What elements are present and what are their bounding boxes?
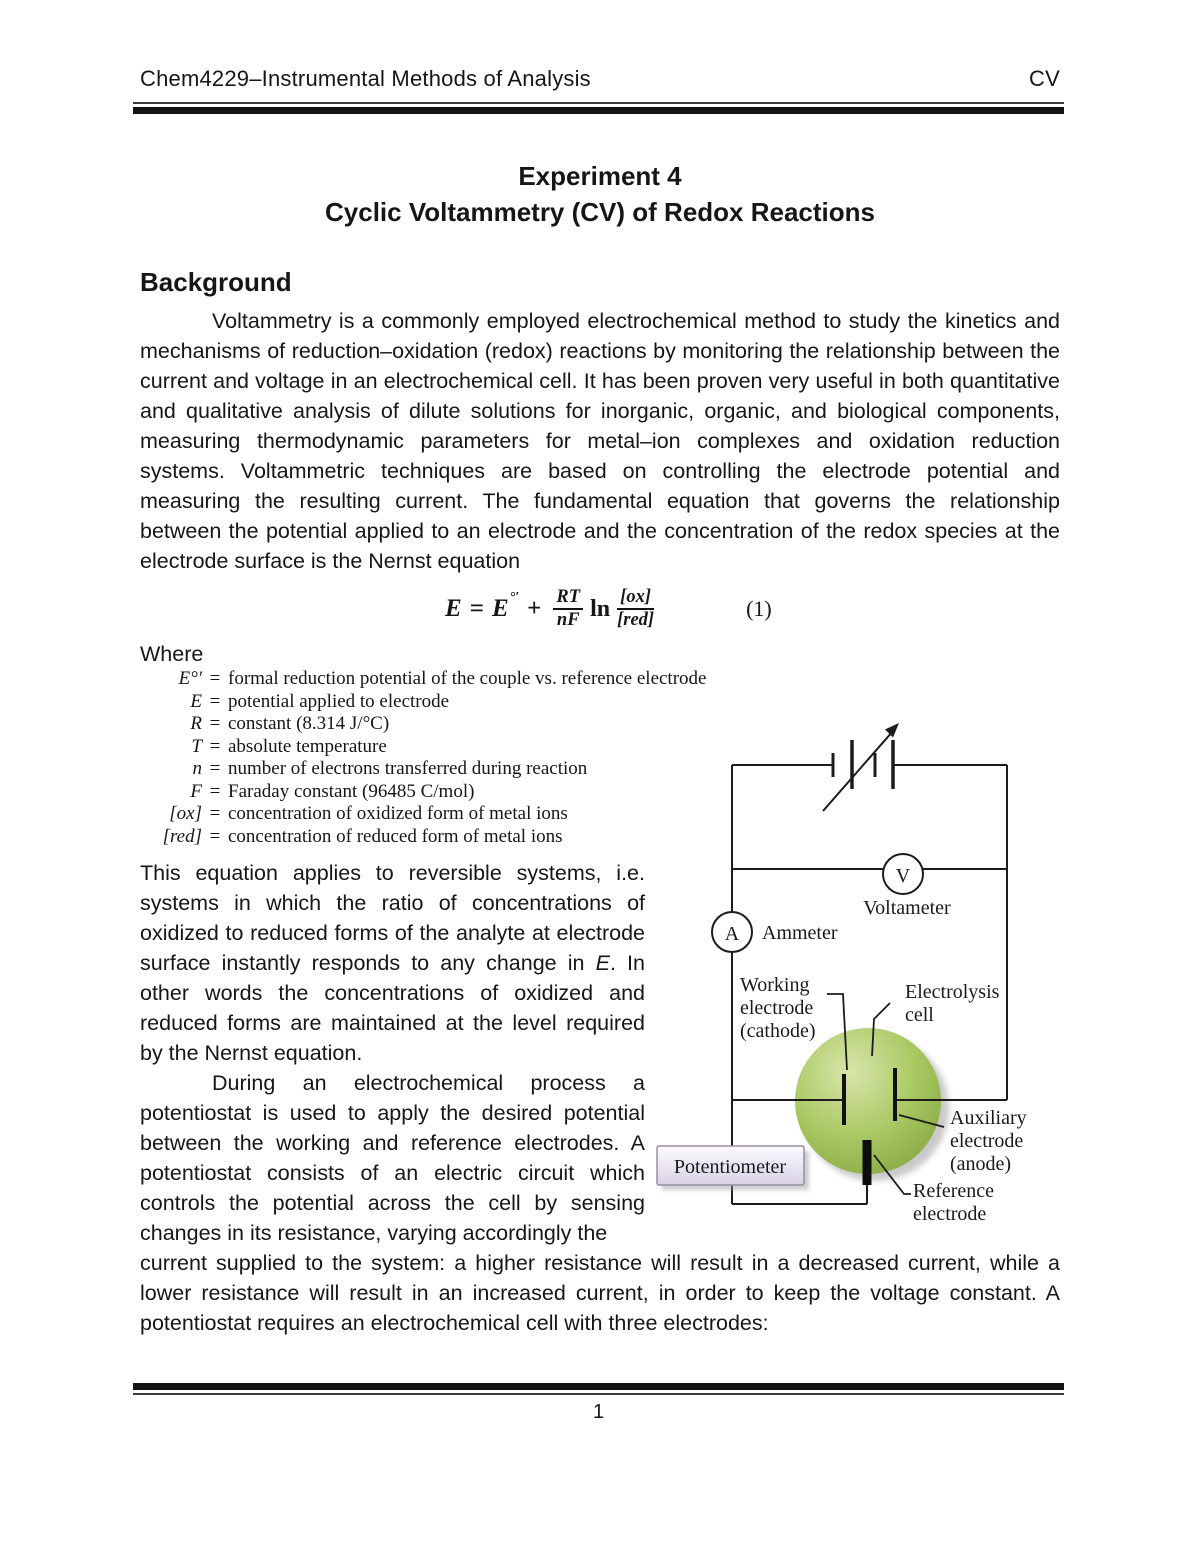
definition-equals: = [209, 690, 221, 712]
where-label: Where [140, 642, 204, 666]
definition-equals: = [209, 713, 221, 734]
experiment-subtitle: Cyclic Voltammetry (CV) of Redox Reactions [325, 197, 875, 227]
header-rule-thick [133, 107, 1064, 114]
auxiliary-electrode-label [950, 1107, 1027, 1175]
header-rule-thin [133, 102, 1064, 104]
ammeter-symbol: A [724, 923, 740, 945]
paragraph-potentiostat-full: current supplied to the system: a higher resistance will result in a decreased current, while a lower resistance will result in an increased current, in order to keep the voltage constant. A potentiostat requires an electrochemical cell with three electrodes: [140, 1251, 1060, 1335]
definition-meaning: formal reduction potential of the couple vs. reference electrode [228, 668, 707, 689]
header-right-label: CV [1029, 66, 1060, 91]
definition-symbol: [red] [162, 825, 202, 847]
eq-equals: = [469, 595, 484, 622]
definition-symbol: T [191, 735, 202, 757]
ammeter-label: Ammeter [762, 922, 838, 944]
paragraph-text: . In other words the concentrations of oxidized and reduced forms are maintained at the level required by the Nernst equation. [140, 951, 645, 1065]
reference-electrode-label-line: Reference [913, 1180, 995, 1202]
definition-equals: = [209, 780, 221, 802]
eq-plus: + [527, 595, 542, 622]
definition-equals: = [209, 668, 221, 689]
definition-meaning: constant (8.314 J/°C) [228, 713, 390, 734]
footer-rule-thick [133, 1383, 1064, 1390]
eq-lhs: E [445, 595, 462, 622]
voltmeter-symbol: V [895, 865, 911, 887]
equation-number: (1) [746, 596, 772, 621]
definition-meaning: number of electrons transferred during reaction [228, 758, 588, 779]
eq-fraction-rt-nf [553, 587, 583, 631]
definition-symbol: E°′ [178, 668, 202, 689]
definition-meaning: Faraday constant (96485 C/mol) [228, 780, 475, 802]
adjust-arrow-head [885, 723, 899, 738]
electrolysis-cell-label-line: cell [905, 1004, 934, 1026]
voltmeter-label: Voltameter [863, 897, 951, 919]
auxiliary-electrode-label-line: electrode [950, 1130, 1024, 1152]
background-paragraph: Voltammetry is a commonly employed electrochemical method to study the kinetics and mechanisms of reduction–oxidation (redox) reactions by monitoring the relationship between the current and voltage in an electrochemical cell. It has been proven very useful in both quantitative and qualitative analysis of dilute solutions for inorganic, organic, and biological components, measuring thermodynamic parameters for metal–ion complexes and oxidation reduction systems. Voltammetric techniques are based on controlling the electrode potential and measuring the resulting current. The fundamental equation that governs the relationship between the potential applied to an electrode and the concentration of the redox species at the electrode surface is the Nernst equation [140, 309, 1060, 573]
eq-ln-operator: ln [590, 595, 611, 622]
variable-e: E [595, 951, 610, 975]
definition-meaning: absolute temperature [228, 735, 387, 757]
page-number: 1 [592, 1401, 605, 1423]
paragraph-text: This equation applies to reversible systems, i.e. systems in which the ratio of concentrations of oxidized to reduced forms of the analyte at electrode surface instantly responds to any change in [140, 861, 645, 975]
nernst-equation-expression [445, 587, 772, 631]
definition-equals: = [209, 825, 221, 847]
auxiliary-electrode-label-line: Auxiliary [950, 1107, 1027, 1129]
eq-frac2-numerator: [ox] [617, 587, 654, 610]
eq-frac1-numerator: RT [553, 587, 583, 610]
definition-symbol: [ox] [169, 803, 202, 824]
working-electrode-label [740, 974, 816, 1042]
page-footer [133, 1383, 1064, 1424]
definition-meaning: potential applied to electrode [228, 690, 450, 712]
eq-frac1-denominator: nF [556, 610, 580, 630]
electrolysis-cell-label-line: Electrolysis [905, 981, 1000, 1003]
page-header [140, 64, 1060, 94]
nernst-equation [140, 580, 1060, 638]
reference-electrode-label-line: electrode [913, 1203, 987, 1225]
eq-rhs-base: E [491, 595, 509, 622]
definition-meaning: concentration of reduced form of metal ions [228, 825, 563, 847]
definition-symbol: n [192, 758, 202, 779]
background-heading: Background [140, 267, 292, 297]
footer-rule-thin [133, 1393, 1064, 1395]
paragraph-reversible-systems [140, 858, 645, 1068]
experiment-title: Experiment 4 [518, 161, 682, 191]
definition-equals: = [209, 758, 221, 779]
definition-symbol: F [190, 780, 202, 802]
variable-source-icon [823, 723, 899, 811]
reference-electrode-label [913, 1180, 994, 1225]
working-electrode-label-line: Working [740, 974, 810, 996]
potentiometer-label: Potentiometer [673, 1156, 787, 1178]
definition-equals: = [209, 803, 221, 824]
working-electrode-label-line: electrode [740, 997, 814, 1019]
eq-rhs-superscript: °′ [509, 590, 520, 605]
header-rule [133, 102, 1064, 114]
reference-electrode-bar [863, 1140, 872, 1185]
eq-fraction-ox-red [617, 587, 654, 631]
definition-symbol: R [190, 713, 202, 734]
definition-row [140, 668, 1060, 691]
definition-symbol: E [190, 690, 202, 712]
header-course-title: Chem4229–Instrumental Methods of Analysis [140, 66, 591, 91]
working-electrode-label-line: (cathode) [740, 1020, 816, 1042]
definition-equals: = [209, 735, 221, 757]
circuit-diagram [650, 703, 1110, 1265]
eq-frac2-denominator: [red] [617, 610, 655, 630]
auxiliary-electrode-label-line: (anode) [950, 1153, 1012, 1175]
definition-meaning: concentration of oxidized form of metal ions [228, 803, 568, 824]
paragraph-potentiostat-column: During an electrochemical process a potentiostat is used to apply the desired potential between the working and reference electrodes. A potentiostat consists of an electric circuit which controls the potential across the cell by sensing changes in its resistance, varying accordingly the [140, 1071, 645, 1245]
electrolysis-cell-label [905, 981, 1000, 1026]
